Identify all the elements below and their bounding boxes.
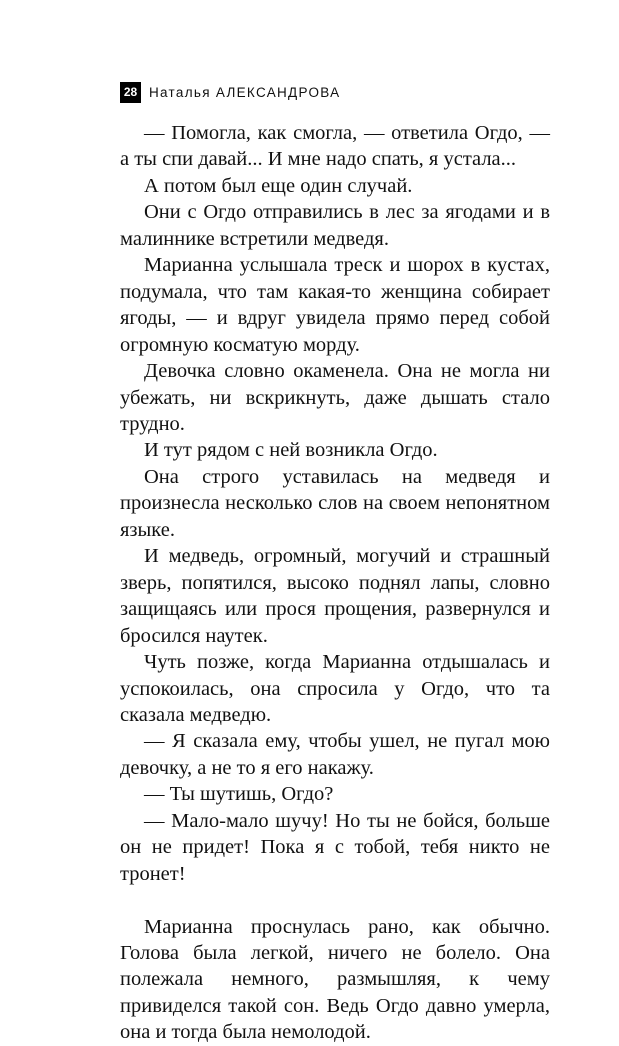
paragraph: Они с Огдо отправились в лес за ягодами и в малиннике встретили медведя. bbox=[120, 201, 550, 250]
paragraph: Чуть позже, когда Марианна отдышалась и успокоилась, она спросила у Огдо, что та сказала медведю. bbox=[120, 651, 550, 726]
paragraph: И медведь, огромный, могучий и страшный зверь, попятился, высоко поднял лапы, словно защищаясь или прося прощения, развернулся и бросился наутек. bbox=[120, 545, 550, 647]
scene-break bbox=[120, 887, 550, 913]
paragraph: И тут рядом с ней возникла Огдо. bbox=[144, 439, 438, 462]
paragraph: Она строго уставилась на медведя и произнесла несколько слов на своем непонятном языке. bbox=[120, 465, 550, 541]
paragraph: Девочка словно окаменела. Она не могла ни убежать, ни вскрикнуть, даже дышать стало трудно. bbox=[120, 360, 550, 435]
paragraph: Марианна проснулась рано, как обычно. Голова была легкой, ничего не болело. Она полежала немного, размышляя, к чему привиделся такой сон. Ведь Огдо давно умерла, она и тогда была немолодой. bbox=[120, 915, 550, 1044]
running-head bbox=[120, 82, 340, 103]
paragraph: — Мало-мало шучу! Но ты не бойся, больше он не придет! Пока я с тобой, тебя никто не тронет! bbox=[120, 809, 550, 885]
paragraph: — Помогла, как смогла, — ответила Огдо, — а ты спи давай... И мне надо спать, я устала... bbox=[120, 122, 550, 171]
author-name: Наталья АЛЕКСАНДРОВА bbox=[149, 85, 341, 100]
paragraph: — Я сказала ему, чтобы ушел, не пугал мою девочку, а не то я его накажу. bbox=[120, 730, 550, 779]
body-text bbox=[120, 120, 550, 1046]
page-number: 28 bbox=[120, 82, 141, 103]
paragraph: Марианна услышала треск и шорох в кустах, подумала, что там какая-то женщина собирает ягоды, — и вдруг увидела прямо перед собой огромную косматую морду. bbox=[120, 254, 550, 356]
paragraph: А потом был еще один случай. bbox=[144, 174, 413, 197]
paragraph: — Ты шутишь, Огдо? bbox=[144, 783, 334, 806]
